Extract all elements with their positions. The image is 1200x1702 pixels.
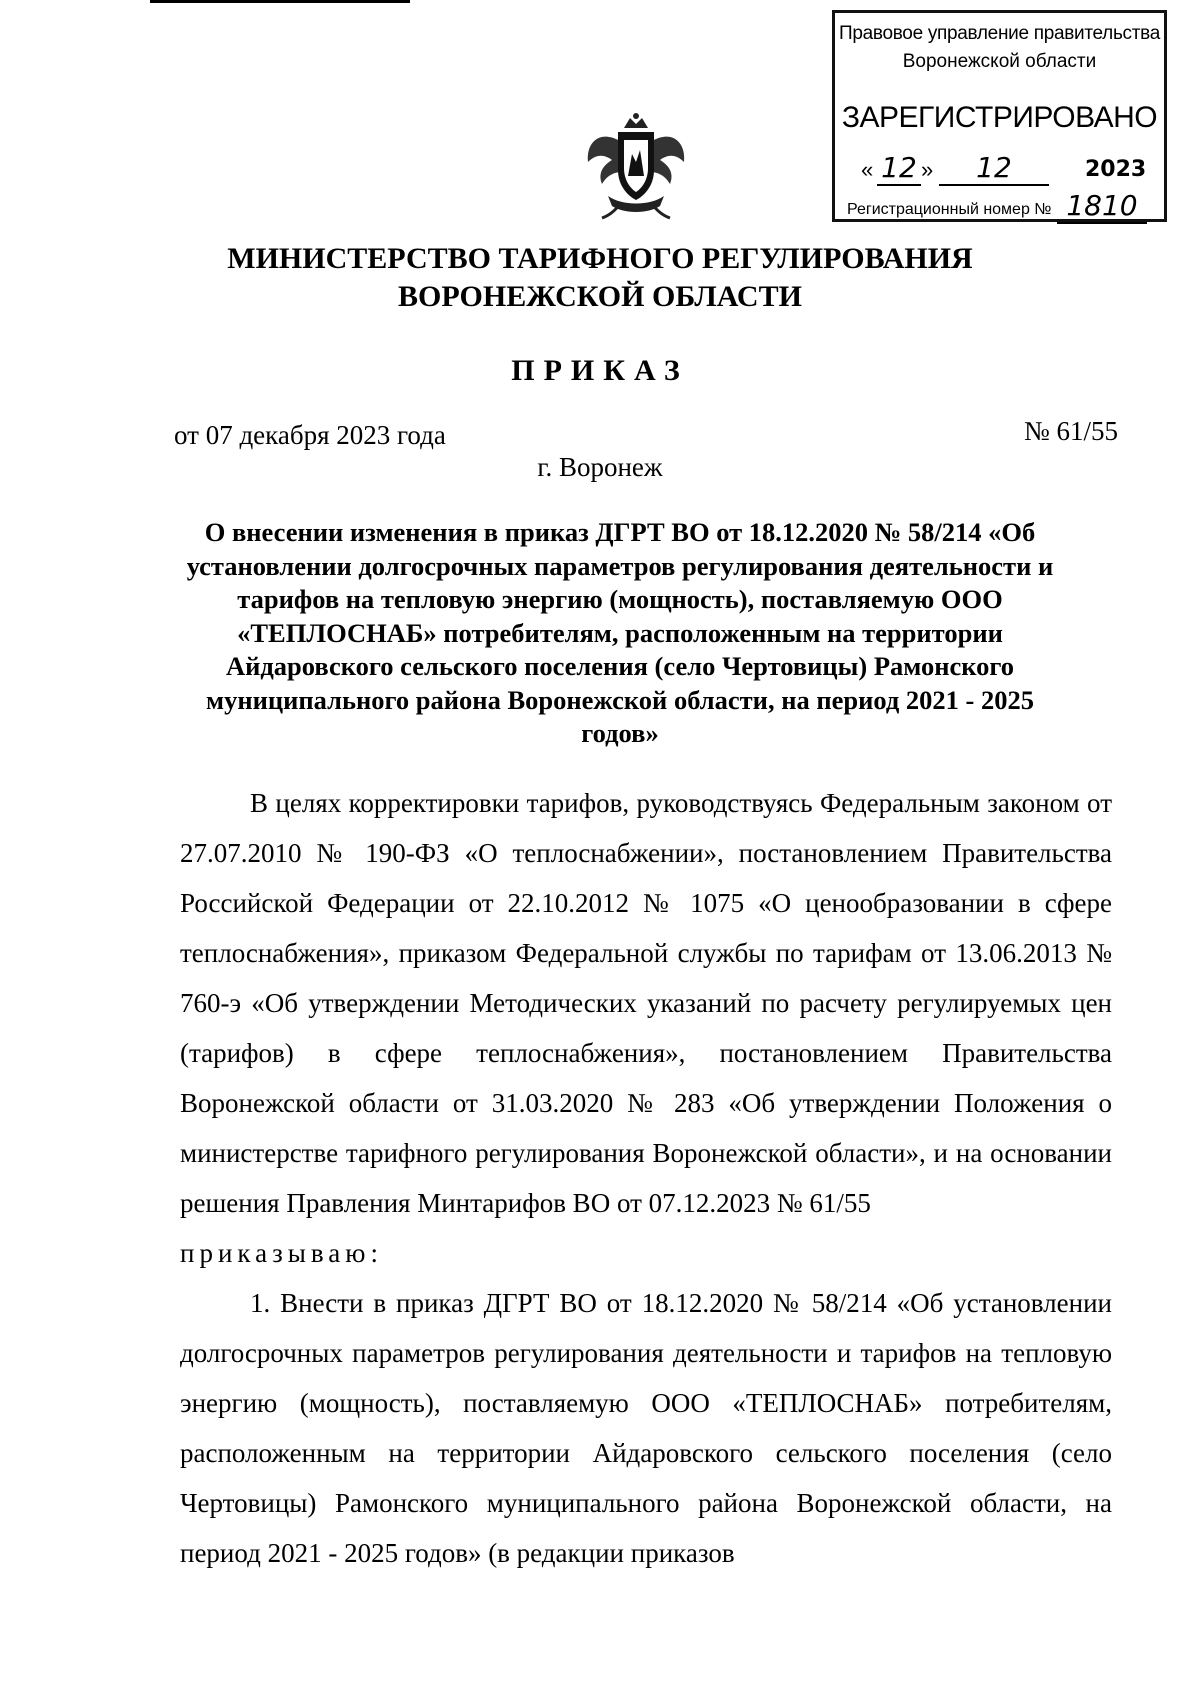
stamp-authority-line1: Правовое управление правительства [838,23,1160,44]
item-1-paragraph: 1. Внести в приказ ДГРТ ВО от 18.12.2020 № 58/214 «Об установлении долгосрочных параметров регулирования деятельности и тарифов на тепловую энергию (мощность), поставляемую ООО «ТЕПЛОСНАБ» потребителям, расположенным на территории Айдаровского сельского поселения (село Чертовицы) Рамонского муниципального района Воронежской области, на период 2021 - 2025 годов» (в редакции приказов [180,1288,1112,1568]
document-date: от 07 декабря 2023 года [174,420,446,450]
stamp-date-close-quote: » [921,157,934,182]
stamp-date-day: 12 [877,151,921,186]
document-number: № 61/55 [1023,416,1118,446]
document-body [180,778,1112,1578]
ministry-name-line1: МИНИСТЕРСТВО ТАРИФНОГО РЕГУЛИРОВАНИЯ [227,242,973,275]
document-subject: О внесении изменения в приказ ДГРТ ВО от 18.12.2020 № 58/214 «Об установлении долгосрочных параметров регулирования деятельности и тарифов на тепловую энергию (мощность), поставляемую ООО «ТЕПЛОСНАБ» потребителям, расположенным на территории Айдаровского сельского поселения (село Чертовицы) Рамонского муниципального района Воронежской области, на период 2021 - 2025 годов» [186,517,1054,748]
preamble-paragraph: В целях корректировки тарифов, руководствуясь Федеральным законом от 27.07.2010 № 190-ФЗ «О теплоснабжении», постановлением Правительства Российской Федерации от 22.10.2012 № 1075 «О ценообразовании в сфере теплоснабжения», приказом Федеральной службы по тарифам от 13.06.2013 № 760-э «Об утверждении Методических указаний по расчету регулируемых цен (тарифов) в сфере теплоснабжения», постановлением Правительства Воронежской области от 31.03.2020 № 283 «Об утверждении Положения о министерстве тарифного регулирования Воронежской области», и на основании решения Правления Минтарифов ВО от 07.12.2023 № 61/55 [180,788,1112,1218]
stamp-reg-number: 1810 [1057,189,1147,224]
document-type: ПРИКАЗ [511,354,689,387]
stamp-date-open-quote: « [861,157,874,182]
ministry-name-line2: ВОРОНЕЖСКОЙ ОБЛАСТИ [398,280,802,313]
ministry-name [100,240,1100,316]
registration-stamp [832,10,1167,222]
stamp-date [855,151,1154,191]
coat-of-arms-icon [578,110,694,220]
stamp-status: ЗАРЕГИСТРИРОВАНО [841,101,1158,134]
stamp-registration [847,189,1156,222]
order-word: приказываю: [180,1238,383,1268]
stamp-reg-label: Регистрационный номер № [847,201,1052,218]
stamp-authority-line2: Воронежской области [902,51,1097,72]
stamp-date-month: 12 [939,151,1049,186]
stamp-date-year: 2023 [1085,157,1147,182]
document-city: г. Воронеж [537,452,663,482]
scan-top-line [150,0,410,3]
